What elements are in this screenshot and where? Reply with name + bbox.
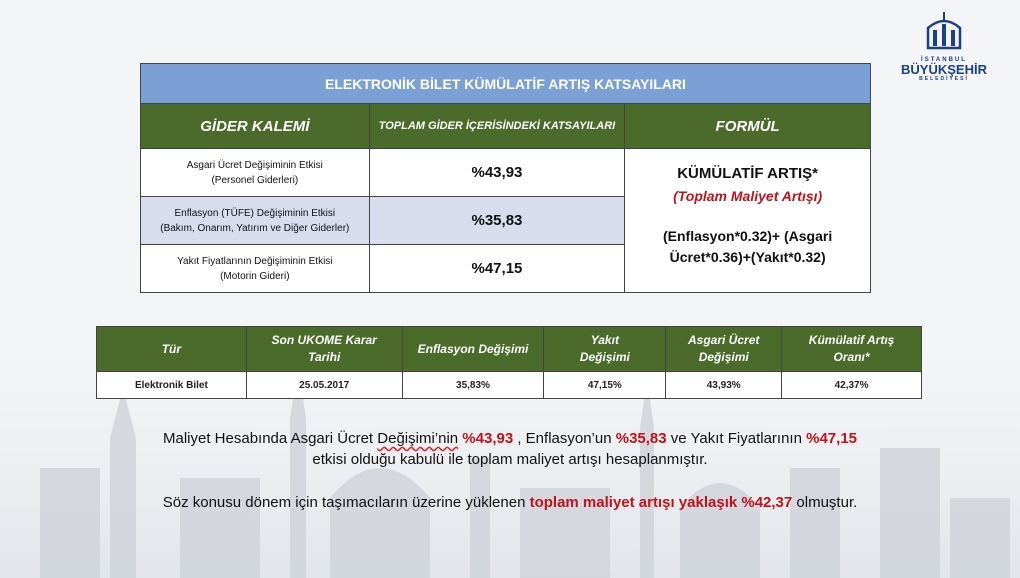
text-segment: etkisi olduğu kabulü ile toplam maliyet artışı hesaplanmıştır. [312, 451, 708, 468]
formula-subtitle: (Toplam Maliyet Artışı) [673, 188, 823, 204]
text-segment: Maliyet Hesabında Asgari Ücret [163, 430, 378, 447]
table-row [141, 149, 871, 197]
table-title: ELEKTRONİK BİLET KÜMÜLATİF ARTIŞ KATSAYILARI [141, 64, 871, 104]
formula-line-2: Ücret*0.36)+(Yakıt*0.32) [669, 249, 826, 265]
header-coefficients: TOPLAM GİDER İÇERİSİNDEKİ KATSAYILARI [369, 104, 625, 149]
header-formula: FORMÜL [625, 104, 871, 149]
expense-item-cell [141, 197, 370, 245]
cell-wage: 43,93% [666, 372, 782, 399]
cell-fuel: 47,15% [544, 372, 666, 399]
header-type: Tür [97, 327, 247, 372]
expense-item-detail: (Motorin Gideri) [220, 270, 290, 282]
logo-emblem-icon [922, 10, 966, 50]
cell-date: 25.05.2017 [246, 372, 402, 399]
cost-explanation-paragraph [0, 428, 1020, 470]
expense-item-title: Enflasyon (TÜFE) Değişiminin Etkisi [174, 207, 336, 219]
expense-item-title: Asgari Ücret Değişiminin Etkisi [186, 159, 323, 171]
text-segment: olmuştur. [792, 494, 858, 511]
table-row [97, 372, 922, 399]
header-fuel-change: Yakıt Değişimi [544, 327, 666, 372]
expense-item-title: Yakıt Fiyatlarının Değişiminin Etkisi [177, 255, 333, 267]
formula-cell [625, 149, 871, 293]
text-segment: , Enflasyon’un [513, 430, 616, 447]
istanbul-logo [896, 10, 992, 82]
logo-text-main: BÜYÜKŞEHİR [901, 62, 987, 77]
text-segment: Değişimi’nin [377, 430, 459, 447]
summary-table [96, 326, 922, 399]
cell-inflation: 35,83% [402, 372, 544, 399]
text-segment: ve Yakıt Fiyatlarının [666, 430, 807, 447]
coefficient-value: %35,83 [369, 197, 625, 245]
inflation-percentage: %35,83 [615, 430, 667, 447]
logo-text-sub: BELEDİYESİ [919, 76, 969, 82]
formula-line-1: (Enflasyon*0.32)+ (Asgari [663, 228, 833, 244]
formula-expression [626, 226, 869, 268]
logo-text-top: İSTANBUL [921, 57, 967, 63]
cell-type: Elektronik Bilet [97, 372, 247, 399]
header-expense-item: GİDER KALEMİ [141, 104, 370, 149]
expense-item-detail: (Personel Giderleri) [211, 174, 299, 186]
cell-cumulative: 42,37% [782, 372, 922, 399]
coefficient-value: %47,15 [369, 245, 625, 293]
formula-title: KÜMÜLATİF ARTIŞ* [677, 165, 819, 182]
text-segment: Söz konusu dönem için taşımacıların üzerine yüklenen [162, 494, 530, 511]
coefficients-table [140, 63, 871, 293]
coefficient-value: %43,93 [369, 149, 625, 197]
expense-item-cell [141, 149, 370, 197]
expense-item-cell [141, 245, 370, 293]
header-ukome-date: Son UKOME Karar Tarihi [246, 327, 402, 372]
fuel-percentage: %47,15 [806, 430, 857, 447]
conclusion-paragraph [0, 494, 1020, 511]
header-inflation-change: Enflasyon Değişimi [402, 327, 544, 372]
total-cost-increase: toplam maliyet artışı yaklaşık %42,37 [529, 494, 793, 511]
wage-percentage: %43,93 [462, 430, 514, 447]
header-cumulative-rate: Kümülatif Artış Oranı* [782, 327, 922, 372]
header-wage-change: Asgari Ücret Değişimi [666, 327, 782, 372]
expense-item-detail: (Bakım, Onarım, Yatırım ve Diğer Giderler) [160, 222, 350, 234]
